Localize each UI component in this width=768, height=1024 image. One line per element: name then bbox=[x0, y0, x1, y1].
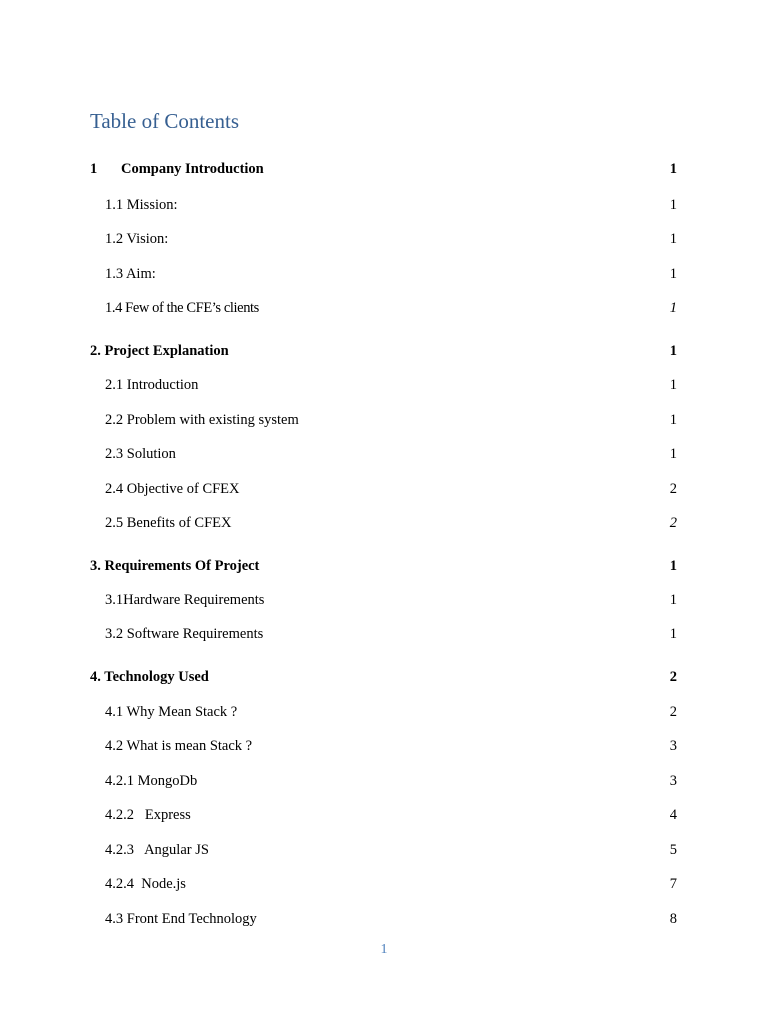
toc-entry-page: 1 bbox=[669, 161, 677, 177]
toc-entry-label: 1.1 Mission: bbox=[105, 197, 178, 213]
toc-entry-clients[interactable] bbox=[0, 297, 768, 319]
toc-entry-page: 1 bbox=[669, 266, 677, 282]
toc-entry-page: 1 bbox=[669, 412, 677, 428]
toc-entry-mongodb[interactable] bbox=[0, 770, 768, 792]
toc-entry-front-end-technology[interactable] bbox=[0, 908, 768, 930]
toc-entry-page: 2 bbox=[669, 704, 677, 720]
toc-entry-page: 1 bbox=[669, 446, 677, 462]
toc-entry-why-mean-stack[interactable] bbox=[0, 701, 768, 723]
toc-entry-page: 3 bbox=[669, 773, 677, 789]
toc-entry-page: 8 bbox=[669, 911, 677, 927]
toc-entry-page: 1 bbox=[669, 197, 677, 213]
toc-entry-label: 1.4 Few of the CFE’s clients bbox=[105, 300, 259, 316]
toc-entry-page: 7 bbox=[669, 876, 677, 892]
toc-entry-introduction[interactable] bbox=[0, 374, 768, 396]
toc-entry-page: 1 bbox=[669, 592, 677, 608]
toc-entry-express[interactable] bbox=[0, 804, 768, 826]
toc-entry-page: 2 bbox=[669, 669, 677, 685]
toc-entry-page: 1 bbox=[669, 300, 677, 316]
toc-entry-company-introduction[interactable] bbox=[0, 158, 768, 180]
toc-entry-technology-used[interactable] bbox=[0, 666, 768, 688]
toc-entry-angular-js[interactable] bbox=[0, 839, 768, 861]
toc-entry-page: 1 bbox=[669, 558, 677, 574]
toc-entry-page: 4 bbox=[669, 807, 677, 823]
toc-entry-page: 1 bbox=[669, 343, 677, 359]
toc-entry-project-explanation[interactable] bbox=[0, 340, 768, 362]
toc-entry-label: 4.2.2 Express bbox=[105, 807, 191, 823]
toc-entry-label: 4.3 Front End Technology bbox=[105, 911, 257, 927]
toc-entry-aim[interactable] bbox=[0, 263, 768, 285]
toc-entry-label: 2. Project Explanation bbox=[90, 343, 229, 359]
toc-entry-nodejs[interactable] bbox=[0, 873, 768, 895]
toc-entry-page: 1 bbox=[669, 377, 677, 393]
toc-entry-label: 4.1 Why Mean Stack ? bbox=[105, 704, 238, 720]
toc-entry-label: 3.2 Software Requirements bbox=[105, 626, 264, 642]
toc-entry-label: 4.2.3 Angular JS bbox=[105, 842, 209, 858]
toc-entry-label: 2.2 Problem with existing system bbox=[105, 412, 299, 428]
toc-entry-label: 2.4 Objective of CFEX bbox=[105, 481, 240, 497]
toc-entry-benefits[interactable] bbox=[0, 512, 768, 534]
toc-entry-label: 2.1 Introduction bbox=[105, 377, 199, 393]
toc-entry-objective[interactable] bbox=[0, 478, 768, 500]
toc-entry-page: 5 bbox=[669, 842, 677, 858]
toc-entry-what-is-mean-stack[interactable] bbox=[0, 735, 768, 757]
toc-entry-label: 2.3 Solution bbox=[105, 446, 176, 462]
toc-entry-label: 2.5 Benefits of CFEX bbox=[105, 515, 232, 531]
toc-entry-label: 1.3 Aim: bbox=[105, 266, 156, 282]
toc-entry-label: 3. Requirements Of Project bbox=[90, 558, 260, 574]
toc-entry-page: 1 bbox=[669, 231, 677, 247]
toc-entry-label: 4. Technology Used bbox=[90, 669, 209, 685]
toc-entry-page: 2 bbox=[669, 481, 677, 497]
toc-entry-solution[interactable] bbox=[0, 443, 768, 465]
toc-entry-hardware[interactable] bbox=[0, 589, 768, 611]
toc-entry-label: 4.2 What is mean Stack ? bbox=[105, 738, 253, 754]
toc-entry-page: 1 bbox=[669, 626, 677, 642]
toc-entry-mission[interactable] bbox=[0, 194, 768, 216]
toc-title: Table of Contents bbox=[90, 109, 239, 133]
toc-entry-page: 2 bbox=[669, 515, 677, 531]
toc-entry-label: 4.2.1 MongoDb bbox=[105, 773, 198, 789]
toc-entry-number: 1 bbox=[90, 161, 98, 177]
toc-entry-software[interactable] bbox=[0, 623, 768, 645]
toc-entry-problem[interactable] bbox=[0, 409, 768, 431]
page-number: 1 bbox=[380, 942, 388, 957]
toc-entry-requirements[interactable] bbox=[0, 555, 768, 577]
toc-entry-label: 4.2.4 Node.js bbox=[105, 876, 186, 892]
toc-entry-page: 3 bbox=[669, 738, 677, 754]
toc-entry-vision[interactable] bbox=[0, 228, 768, 250]
toc-entry-label: Company Introduction bbox=[121, 161, 264, 177]
toc-entry-label: 1.2 Vision: bbox=[105, 231, 169, 247]
toc-entry-label: 3.1Hardware Requirements bbox=[105, 592, 265, 608]
